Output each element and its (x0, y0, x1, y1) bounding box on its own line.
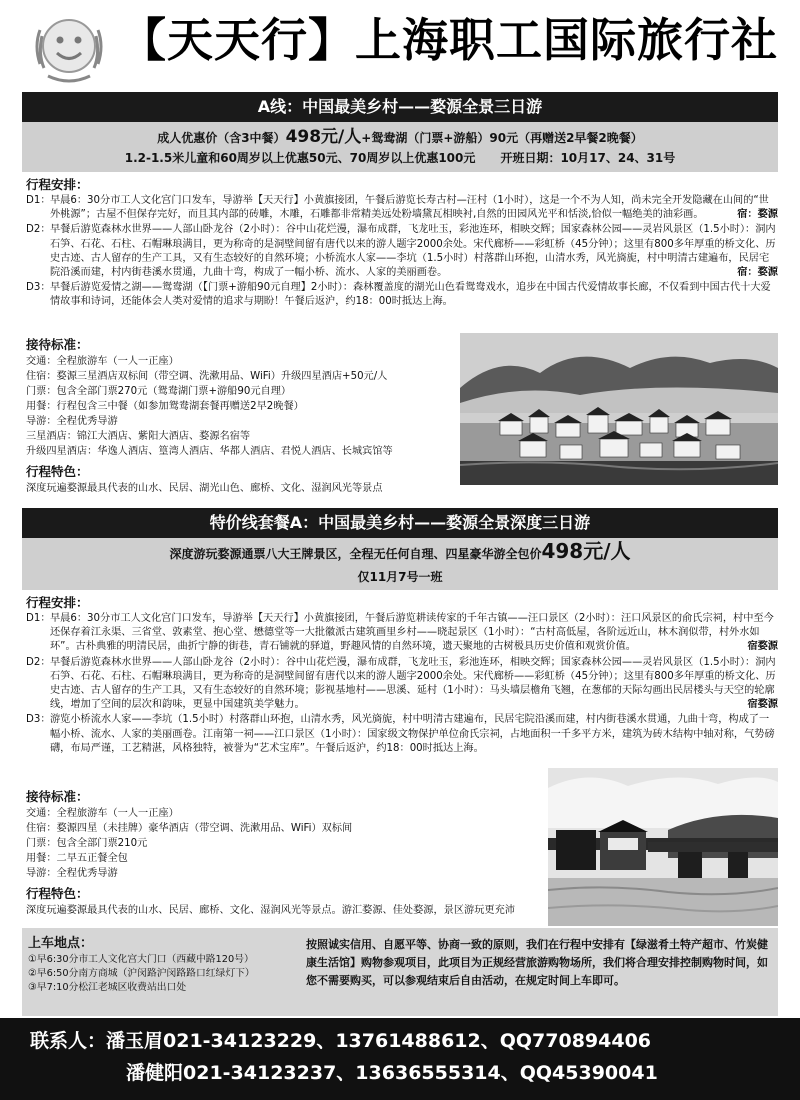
boarding-item: ①早6:30分市工人文化宫大门口（西藏中路120号） (28, 954, 254, 965)
standard-item: 交通：全程旅游车（一人一正座） (26, 356, 179, 367)
line-a-day-1: D1： 早晨6：30分市工人文化宫门口发车，导游举【天天行】小黄旗接团，午餐后游览长寿古村—汪村（1小时），这是一个不为人知，尚未完全开发隐藏在山间的“世外桃源”；古屋不但保存完好，而且其内部的砖雕，木雕，石雕都非常精美远处粉墙黛瓦相映衬,自然的田园风光平和恬淡,恰似一幅绝美的油彩画。 宿：婺源 (26, 195, 778, 221)
boarding-item: ③早7:10分松江老城区收费站出口处 (28, 982, 187, 993)
line-a-price: 498元/人 (285, 127, 362, 147)
smiley-logo-icon (28, 6, 110, 88)
header (0, 0, 800, 90)
line-a-day-2: D2： 早餐后游览森林水世界——人部山卧龙谷（2小时）：谷中山花烂漫，瀑布成群，飞龙吐玉，彩池连环，相映交辉；国家森林公园——灵岩风景区（1.5小时）：洞内石笋、石花、石柱、石帽琳琅满目，更为称奇的是洞壁间留有唐代以来的游人题字2000余处。宋代廊桥——彩虹桥（45分钟）；这里有800多年厚重的桥文化、历史古迹、古人留存的生产工具，又有生态较好的自然环境；小桥流水人家——李坑（1.5小时）村落群山环抱，山清水秀，风光旖旎，村中明清古建遍布，民居宅院沿溪而建，村内街巷溪水贯通，九曲十弯，构成了一幅小桥、流水、人家的美丽画卷。 宿：婺源 (26, 224, 778, 279)
contact-footer (0, 1018, 800, 1100)
boarding-points: 上车地点： ①早6:30分市工人文化宫大门口（西藏中路120号） ②早6:50分南方商城（沪闵路沪闵路路口红绿灯下） ③早7:10分松江老城区收费站出口处 (28, 935, 298, 995)
line-a-price-box (22, 122, 778, 172)
standard-item: 导游：全程优秀导游 (26, 416, 118, 427)
standard-item: 三星酒店：锦江大酒店、紫阳大酒店、婺源名宿等 (26, 431, 251, 442)
line-b-features: 深度玩遍婺源最具代表的山水、民居、廊桥、文化、湿润风光等景点。游汇婺源、佳处婺源，景区游玩更充沛 (26, 905, 515, 916)
line-b-day-2: D2： 早餐后游览森林水世界——人部山卧龙谷（2小时）：谷中山花烂漫，瀑布成群，飞龙吐玉，彩池连环，相映交辉；国家森林公园——灵岩风景区（1.5小时）：洞内石笋、石花、石柱、石帽琳琅满目，更为称奇的是洞壁间留有唐代以来的游人题字2000余处。宋代廊桥——彩虹桥（45分钟）；这里有800多年厚重的桥文化、历史古迹、古人留存的生产工具，又有生态较好的自然环境；影视基地村——思溪、延村（1小时）：马头墙层檐角飞翘，在葱郁的天际勾画出民居楼头与天空的轮廓线，增加了空间的层次和韵味，更显中国建筑美学魅力。 宿婺源 (26, 656, 778, 711)
contact-person-2: 潘健阳021-34123237、13636555314、QQ45390041 (126, 1062, 658, 1084)
line-a-day-3: D3： 早餐后游览爱情之湖——鸳鸯湖（【门票+游船90元自理】2小时）：森林覆盖度的湖光山色看鸳鸯戏水，追步在中国古代爱情故事长廊，不仅看到中国古代十大爱情故事和诗词，还能体会人类对爱情的追求与期盼！午餐后返沪，约18：00时抵达上海。 (26, 282, 771, 308)
standard-item: 住宿：婺源三星酒店双标间（带空调、洗漱用品、WiFi）升级四星酒店+50元/人 (26, 371, 388, 382)
line-b-day-1: D1： 早晨6：30分市工人文化宫门口发车，导游举【天天行】小黄旗接团，午餐后游览耕读传家的千年古镇——汪口景区（2小时）：汪口风景区的俞氏宗祠，村中至今还保存着江永渠、三省堂、敦素堂、抱心堂、懋德堂等一大批徽派古建筑画里乡村——晓起景区（1小时）：“古村高低屋，各阶远近山，林木润似带，村外水如环”。古朴典雅的明清民居，曲折宁静的街巷，青石铺就的驿道，野趣风情的自然环境，遗天聚地的古树极具历史价值和观赏价值。 宿婺源 (26, 613, 778, 653)
contact-row-1 (30, 1028, 651, 1054)
line-a-itinerary: 行程安排： D1： 早晨6：30分市工人文化宫门口发车，导游举【天天行】小黄旗接团，午餐后游览长寿古村—汪村（1小时），这是一个不为人知，尚未完全开发隐藏在山间的“世外桃源”；古屋不但保存完好，而且其内部的砖雕，木雕，石雕都非常精美远处粉墙黛瓦相映衬,自然的田园风光平和恬淡,恰似一幅绝美的油彩画。 宿：婺源 D2： 早餐后游览森林水世界——人部山卧龙谷（2小时）：谷中山花烂漫，瀑布成群，飞龙吐玉，彩池连环，相映交辉；国家森林公园——灵岩风景区（1.5小时）：洞内石笋、石花、石柱、石帽琳琅满目，更为称奇的是洞壁间留有唐代以来的游人题字2000余处。宋代廊桥——彩虹桥（45分钟）；这里有800多年厚重的桥文化、历史古迹、古人留存的生产工具，又有生态较好的自然环境；小桥流水人家——李坑（1.5小时）村落群山环抱，山清水秀，风光旖旎，村中明清古建遍布，民居宅院沿溪而建，村内街巷溪水贯通，九曲十弯，构成了一幅小桥、流水、人家的美丽画卷。 宿：婺源 D3： 早餐后游览爱情之湖——鸳鸯湖（【门票+游船90元自理】2小时）：森林覆盖度的湖光山色看鸳鸯戏水，追步在中国古代爱情故事长廊，不仅看到中国古代十大爱情故事和诗词，还能体会人类对爱情的追求与期盼！午餐后返沪，约18：00时抵达上海。 (26, 176, 778, 311)
standard-item: 门票：包含全部门票210元 (26, 838, 148, 849)
line-b-standards: 接待标准： 交通：全程旅游车（一人一正座） 住宿：婺源四星（未挂牌）豪华酒店（带空调、洗漱用品、WiFi）双标间 门票：包含全部门票210元 用餐：二早五正餐全包 导游：全程优秀导游 行程特色： 深度玩遍婺源最具代表的山水、民居、廊桥、文化、湿润风光等景点。游汇婺源、佳处婺源，景区游玩更充沛 (26, 788, 541, 918)
covered-bridge-photo (548, 768, 778, 926)
line-a-price-line-2: 1.2-1.5米儿童和60周岁以上优惠50元、70周岁以上优惠100元 开班日期：10月17、24、31号 (124, 151, 676, 165)
standard-item: 用餐：二早五正餐全包 (26, 853, 128, 864)
standard-item: 导游：全程优秀导游 (26, 868, 118, 879)
line-a-title: A线：中国最美乡村——婺源全景三日游 (22, 92, 778, 122)
line-a-features: 深度玩遍婺源最具代表的山水、民居、湖光山色、廊桥、文化、湿润风光等景点 (26, 483, 383, 494)
line-b-price-line-2: 仅11月7号一班 (357, 570, 443, 584)
line-b-price-box (22, 538, 778, 590)
boarding-item: ②早6:50分南方商城（沪闵路沪闵路路口红绿灯下） (28, 968, 255, 979)
agency-name: 【天天行】上海职工国际旅行社 (120, 13, 778, 67)
standard-item: 交通：全程旅游车（一人一正座） (26, 808, 179, 819)
line-b-price-line-1: 深度游玩婺源通票八大王牌景区，全程无任何自理、四星豪华游全包价498元/人 (169, 539, 631, 563)
contact-label: 联系人： (30, 1030, 107, 1052)
standard-item: 升级四星酒店：华逸人酒店、篁湾人酒店、华都人酒店、君悦人酒店、长城宾馆等 (26, 446, 393, 457)
line-b-title: 特价线套餐A：中国最美乡村——婺源全景深度三日游 (22, 508, 778, 538)
line-b-price: 498元/人 (541, 539, 631, 563)
line-a-start-dates: 开班日期：10月17、24、31号 (500, 151, 676, 165)
line-a-standards: 接待标准： 交通：全程旅游车（一人一正座） 住宿：婺源三星酒店双标间（带空调、洗漱用品、WiFi）升级四星酒店+50元/人 门票：包含全部门票270元（鸳鸯湖门票+游船90元自理） 用餐：行程包含三中餐（如参加鸳鸯湖套餐再赠送2早2晚餐） 导游：全程优秀导游 三星酒店：锦江大酒店、紫阳大酒店、婺源名宿等 升级四星酒店：华逸人酒店、篁湾人酒店、华都人酒店、君悦人酒店、长城宾馆等 行程特色： 深度玩遍婺源最具代表的山水、民居、湖光山色、廊桥、文化、湿润风光等景点 (26, 336, 456, 496)
line-b-itinerary: 行程安排： D1： 早晨6：30分市工人文化宫门口发车，导游举【天天行】小黄旗接团，午餐后游览耕读传家的千年古镇——汪口景区（2小时）：汪口风景区的俞氏宗祠，村中至今还保存着江永渠、三省堂、敦素堂、抱心堂、懋德堂等一大批徽派古建筑画里乡村——晓起景区（1小时）：“古村高低屋，各阶远近山，林木润似带，村外水如环”。古朴典雅的明清民居，曲折宁静的街巷，青石铺就的驿道，野趣风情的自然环境，遗天聚地的古树极具历史价值和观赏价值。 宿婺源 D2： 早餐后游览森林水世界——人部山卧龙谷（2小时）：谷中山花烂漫，瀑布成群，飞龙吐玉，彩池连环，相映交辉；国家森林公园——灵岩风景区（1.5小时）：洞内石笋、石花、石柱、石帽琳琅满目，更为称奇的是洞壁间留有唐代以来的游人题字2000余处。宋代廊桥——彩虹桥（45分钟）；这里有800多年厚重的桥文化、历史古迹、古人留存的生产工具，又有生态较好的自然环境；影视基地村——思溪、延村（1小时）：马头墙层檐角飞翘，在葱郁的天际勾画出民居楼头与天空的轮廓线，增加了空间的层次和韵味，更显中国建筑美学魅力。 宿婺源 D3： 游览小桥流水人家——李坑（1.5小时）村落群山环抱，山清水秀，风光旖旎，村中明清古建遍布，民居宅院沿溪而建，村内街巷溪水贯通，九曲十弯，构成了一幅小桥、流水、人家的美丽画卷。江南第一祠——江口景区（1小时）：国家级文物保护单位俞氏宗祠，占地面积一千多平方米，建筑为砖木结构中轴对称，气势磅礴，布局严谨，工艺精湛，风格独特，被誉为“艺术宝库”。午餐后返沪，约18：00时抵达上海。 (26, 594, 778, 757)
contact-person-1: 潘玉眉021-34123229、13761488612、QQ770894406 (106, 1030, 652, 1052)
standard-item: 用餐：行程包含三中餐（如参加鸳鸯湖套餐再赠送2早2晚餐） (26, 401, 304, 412)
standard-item: 门票：包含全部门票270元（鸳鸯湖门票+游船90元自理） (26, 386, 292, 397)
line-a-price-line-1: 成人优惠价（含3中餐）498元/人+鸳鸯湖（门票+游船）90元（再赠送2早餐2晚餐） (157, 127, 643, 147)
line-b-day-3: D3： 游览小桥流水人家——李坑（1.5小时）村落群山环抱，山清水秀，风光旖旎，村中明清古建遍布，民居宅院沿溪而建，村内街巷溪水贯通，九曲十弯，构成了一幅小桥、流水、人家的美丽画卷。江南第一祠——江口景区（1小时）：国家级文物保护单位俞氏宗祠，占地面积一千多平方米，建筑为砖木结构中轴对称，气势磅礴，布局严谨，工艺精湛，风格独特，被誉为“艺术宝库”。午餐后返沪，约18：00时抵达上海。 (26, 714, 775, 754)
shopping-policy: 按照诚实信用、自愿平等、协商一致的原则，我们在行程中安排有【绿滋肴土特产超市、竹炭健康生活馆】购物参观项目，此项目为正规经营旅游购物场所，我们将合理安排控制购物时间，如您不需要购买，可以参观结束后自由活动，在规定时间上车即可。 (306, 938, 768, 987)
standard-item: 住宿：婺源四星（未挂牌）豪华酒店（带空调、洗漱用品、WiFi）双标间 (26, 823, 353, 834)
village-photo (460, 333, 778, 485)
